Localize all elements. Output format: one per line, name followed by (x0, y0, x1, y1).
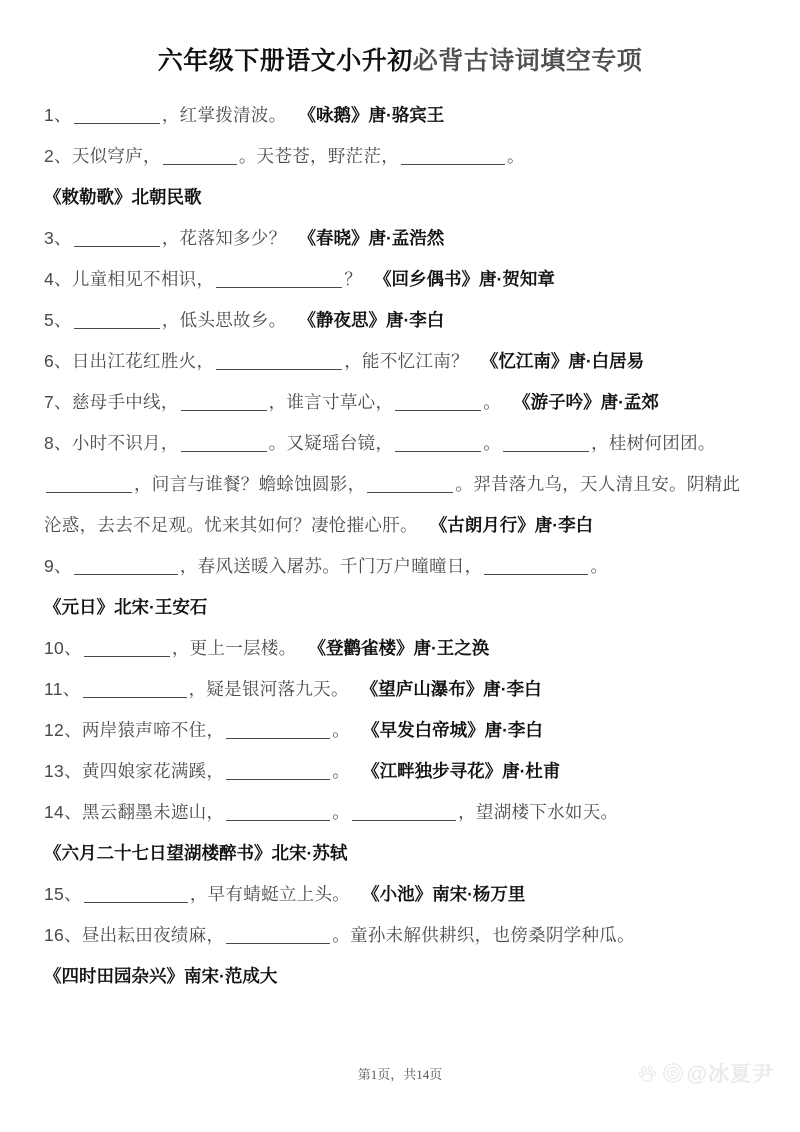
question-item (44, 710, 756, 751)
poem-source: 《六月二十七日望湖楼醉书》北宋·苏轼 (44, 843, 348, 864)
poem-source: 《登鹳雀楼》唐·王之涣 (308, 638, 490, 659)
question-item (44, 95, 756, 136)
page-indicator: 第1页，共14页 (357, 1067, 443, 1082)
question-text: 。 (483, 433, 502, 454)
question-number: 6、 (44, 351, 72, 372)
question-number: 3、 (44, 228, 72, 249)
question-item (44, 792, 756, 833)
question-list (0, 77, 800, 997)
question-number: 10、 (44, 638, 82, 659)
question-number: 2、 (44, 146, 72, 167)
question-text: 两岸猿声啼不住， (81, 720, 225, 741)
baidu-paw-icon (638, 1063, 659, 1084)
question-text: ，更上一层楼。 (171, 638, 297, 659)
answer-blank[interactable] (395, 395, 481, 411)
answer-blank[interactable] (395, 436, 481, 452)
question-item (44, 259, 756, 300)
question-text: ，花落知多少？ (161, 228, 287, 249)
question-text: ？ (344, 269, 363, 290)
answer-blank[interactable] (74, 108, 160, 124)
question-text: ，谁言寸草心， (268, 392, 394, 413)
poem-source: 《游子吟》唐·孟郊 (513, 392, 659, 413)
question-item (44, 423, 756, 546)
question-item (44, 628, 756, 669)
question-text: 小时不识月， (71, 433, 179, 454)
question-text: 。 (332, 802, 351, 823)
question-item (44, 915, 756, 956)
poem-source: 《敕勒歌》北朝民歌 (44, 187, 202, 208)
page-title (0, 0, 800, 77)
question-item (44, 218, 756, 259)
page-title-secondary: 必背古诗词填空专项 (412, 47, 643, 75)
poem-source: 《四时田园杂兴》南宋·范成大 (44, 966, 278, 987)
question-text: 天似穹庐， (71, 146, 161, 167)
answer-blank[interactable] (74, 559, 178, 575)
question-text: ，春风送暖入屠苏。千门万户曈曈日， (179, 556, 483, 577)
question-text: 儿童相见不相识， (71, 269, 215, 290)
poem-source: 《忆江南》唐·白居易 (480, 351, 645, 372)
question-number: 16、 (44, 925, 82, 946)
question-text: ，能不忆江南？ (344, 351, 469, 372)
answer-blank[interactable] (74, 313, 160, 329)
answer-blank[interactable] (181, 395, 267, 411)
answer-blank[interactable] (83, 682, 187, 698)
question-number: 8、 (44, 433, 72, 454)
poem-source: 《小池》南宋·杨万里 (362, 884, 526, 905)
answer-blank[interactable] (226, 928, 330, 944)
question-text: 。 (332, 761, 351, 782)
watermark (638, 1058, 774, 1088)
question-item (44, 341, 756, 382)
answer-blank[interactable] (352, 805, 456, 821)
poem-source: 《元日》北宋·王安石 (44, 597, 208, 618)
watermark-text: @冰夏尹 (686, 1063, 774, 1086)
question-item (44, 751, 756, 792)
question-text: 。又疑瑶台镜， (268, 433, 394, 454)
question-number: 9、 (44, 556, 72, 577)
poem-source: 《早发白帝城》唐·李白 (362, 720, 543, 741)
answer-blank[interactable] (216, 272, 342, 288)
answer-blank[interactable] (226, 764, 330, 780)
question-text: 。 (507, 146, 525, 167)
question-text: 。天苍苍，野茫茫， (238, 146, 400, 167)
at-sign-icon (662, 1062, 684, 1084)
poem-source: 《咏鹅》唐·骆宾王 (298, 105, 445, 126)
question-text: ，问言与谁餐？蟾蜍蚀圆影， (134, 474, 366, 495)
poem-source: 《回乡偶书》唐·贺知章 (374, 269, 555, 290)
question-text: 。 (483, 392, 502, 413)
answer-blank[interactable] (84, 887, 188, 903)
question-item (44, 874, 756, 915)
question-number: 13、 (44, 761, 82, 782)
poem-source: 《古朗月行》唐·李白 (429, 515, 594, 536)
question-number: 11、 (44, 679, 81, 700)
question-item (44, 382, 756, 423)
question-number: 12、 (44, 720, 82, 741)
question-text: ，桂树何团团。 (591, 433, 716, 454)
answer-blank[interactable] (181, 436, 267, 452)
question-text: 。 (590, 556, 609, 577)
question-number: 5、 (44, 310, 72, 331)
question-number: 14、 (44, 802, 82, 823)
answer-blank[interactable] (163, 149, 237, 165)
question-text: 。童孙未解供耕织，也傍桑阴学种瓜。 (332, 925, 635, 946)
poem-source: 《望庐山瀑布》唐·李白 (360, 679, 542, 700)
answer-blank[interactable] (503, 436, 589, 452)
question-item (44, 669, 756, 710)
answer-blank[interactable] (74, 231, 160, 247)
question-number: 4、 (44, 269, 72, 290)
answer-blank[interactable] (226, 805, 330, 821)
answer-blank[interactable] (84, 641, 170, 657)
question-item (44, 300, 756, 341)
question-text: 慈母手中线， (71, 392, 179, 413)
answer-blank[interactable] (401, 149, 505, 165)
page-footer (0, 1064, 800, 1110)
question-item (44, 546, 756, 587)
question-text: ，望湖楼下水如天。 (458, 802, 619, 823)
question-number: 7、 (44, 392, 72, 413)
answer-blank[interactable] (216, 354, 342, 370)
question-text: ，疑是银河落九天。 (188, 679, 349, 700)
question-number: 1、 (44, 105, 72, 126)
answer-blank[interactable] (226, 723, 330, 739)
question-text: 。羿昔落九乌，天人清且安。阴精此沦惑，去去不足观。忧来其如何？凄怆摧心肝。 (44, 474, 741, 536)
answer-blank[interactable] (46, 477, 132, 493)
question-text: 。 (332, 720, 351, 741)
poem-source: 《静夜思》唐·李白 (298, 310, 445, 331)
question-text: 黑云翻墨未遮山， (81, 802, 225, 823)
question-text: 昼出耘田夜绩麻， (81, 925, 225, 946)
question-text: ，低头思故乡。 (161, 310, 287, 331)
poem-source: 《江畔独步寻花》唐·杜甫 (362, 761, 561, 782)
question-text: ，红掌拨清波。 (161, 105, 287, 126)
answer-blank[interactable] (484, 559, 588, 575)
question-text: 日出江花红胜火， (71, 351, 215, 372)
question-item (44, 136, 756, 177)
question-text: 黄四娘家花满蹊， (81, 761, 225, 782)
question-text: ，早有蜻蜓立上头。 (189, 884, 351, 905)
answer-blank[interactable] (367, 477, 453, 493)
question-number: 15、 (44, 884, 82, 905)
poem-source: 《春晓》唐·孟浩然 (298, 228, 445, 249)
page-title-primary: 六年级下册语文小升初 (157, 47, 413, 75)
